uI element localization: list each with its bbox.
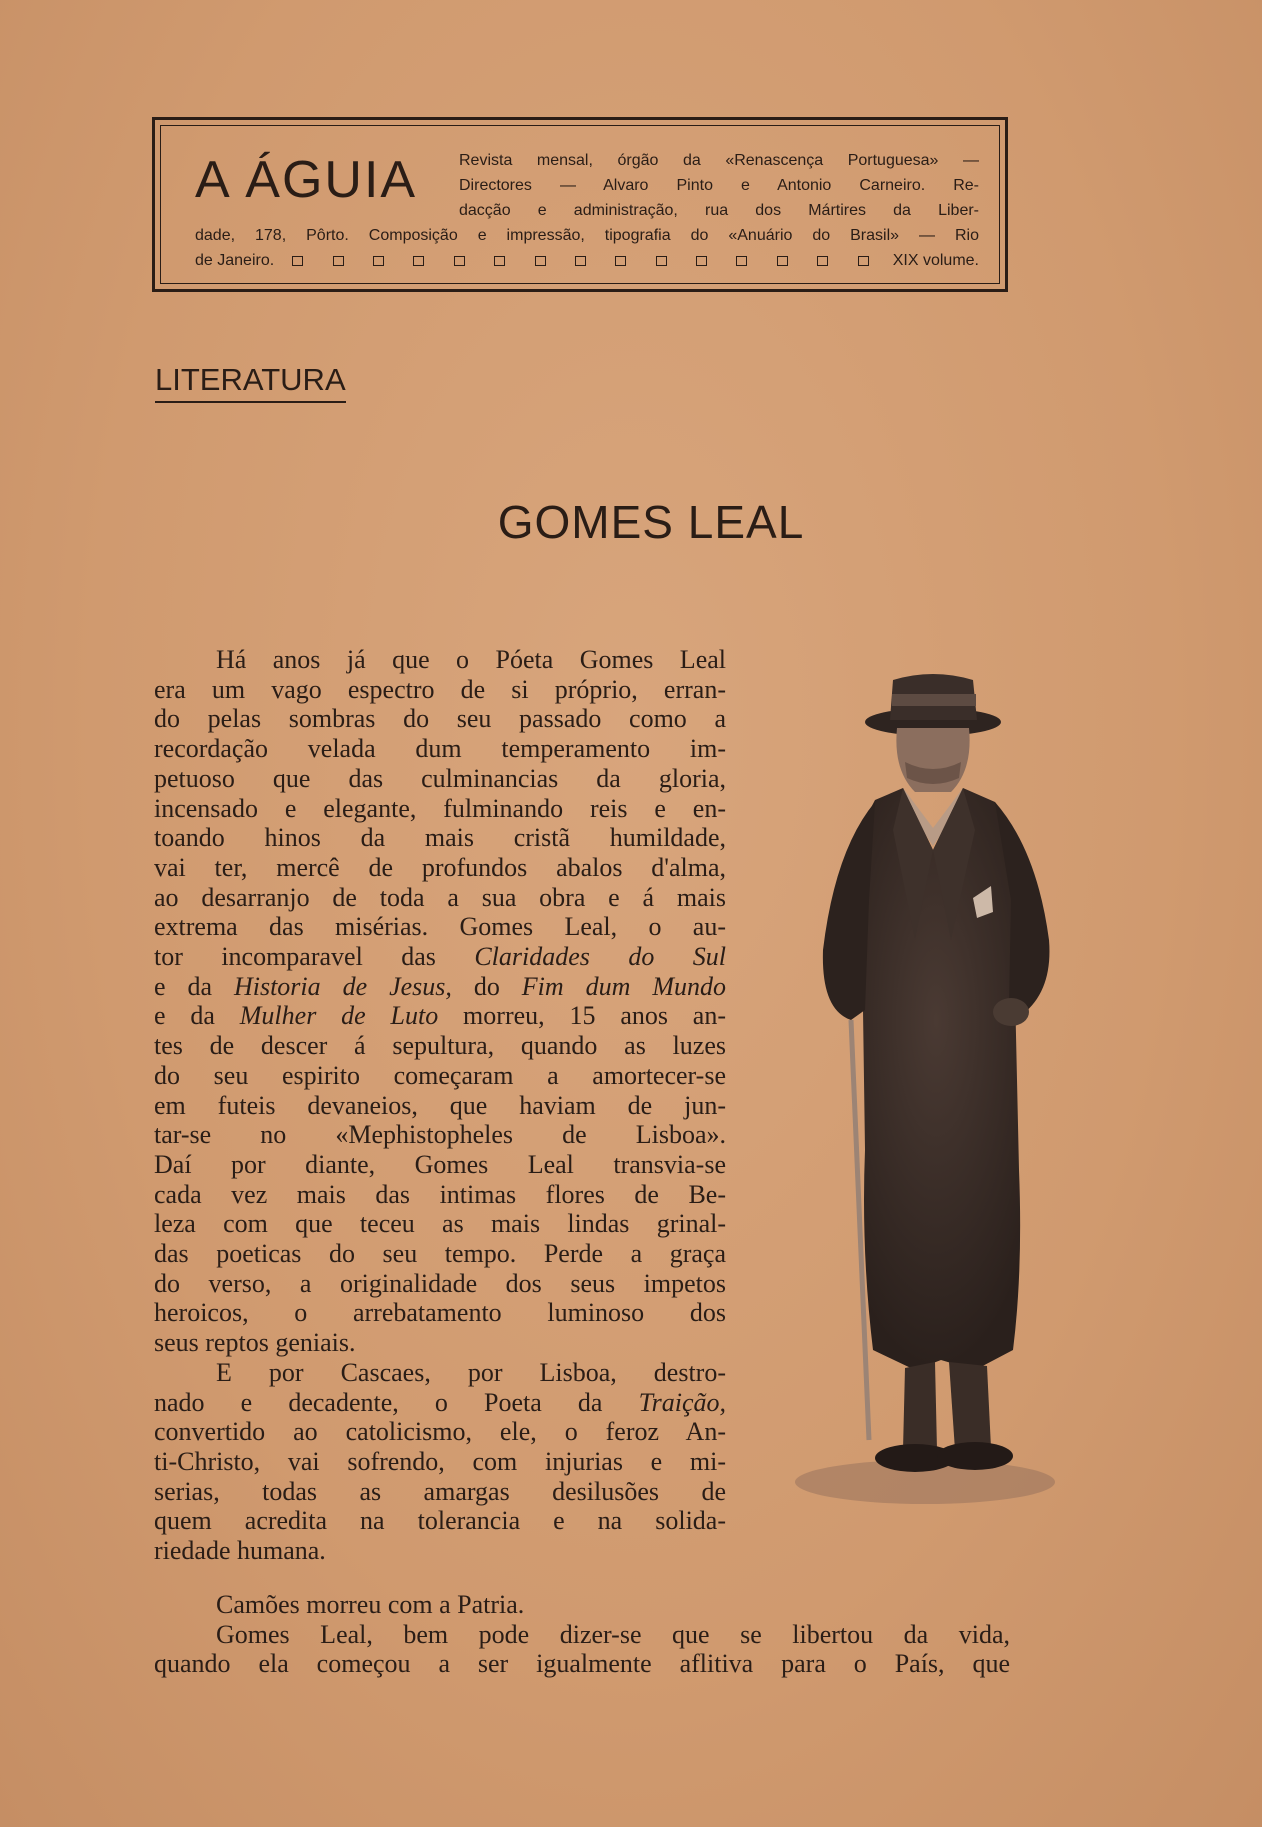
square-ornament-icon (373, 256, 384, 266)
square-ornament-icon (777, 256, 788, 266)
book-title: Traição, (638, 1387, 726, 1417)
text-line: quem acredita na tolerancia e na solida- (154, 1506, 726, 1536)
text-line-mixed (154, 972, 726, 1002)
text-run: nado e decadente, o Poeta da (154, 1387, 639, 1417)
book-title: Mulher de Luto (239, 1001, 439, 1031)
article-title: GOMES LEAL (497, 496, 805, 548)
square-ornament-icon (292, 256, 303, 266)
journal-logo: A ÁGUIA (195, 151, 418, 209)
ornament-squares (292, 256, 869, 266)
masthead-inner-border (160, 125, 1000, 284)
text-run: e da (154, 971, 234, 1001)
square-ornament-icon (656, 256, 667, 266)
square-ornament-icon (736, 256, 747, 266)
text-line: convertido ao catolicismo, ele, o feroz An- (154, 1417, 726, 1447)
square-ornament-icon (535, 256, 546, 266)
text-line: Daí por diante, Gomes Leal transvia-se (154, 1149, 726, 1179)
masthead-line: dade, 178, Pôrto. Composição e impressão, tipografia do «Anuário do Brasil» — Rio (195, 227, 979, 244)
text-line: ao desarranjo de toda a sua obra e á mais (154, 882, 726, 912)
text-line-mixed (154, 942, 726, 972)
text-line: petuoso que das culminancias da gloria, (154, 763, 726, 793)
text-line: extrema das misérias. Gomes Leal, o au- (154, 912, 726, 942)
text-line: do verso, a originalidade dos seus impetos (154, 1268, 726, 1298)
book-title: Fim dum Mundo (521, 971, 726, 1001)
square-ornament-icon (494, 256, 505, 266)
masthead-bottom (195, 223, 979, 273)
text-line: seus reptos geniais. (154, 1328, 356, 1358)
text-run: morreu, 15 anos an- (438, 1001, 727, 1031)
text-line: ti-Christo, vai sofrendo, com injurias e mi- (154, 1446, 726, 1476)
square-ornament-icon (575, 256, 586, 266)
masthead-box (152, 117, 1008, 292)
text-line: riedade humana. (154, 1536, 326, 1566)
section-heading: LITERATURA (155, 362, 346, 403)
square-ornament-icon (454, 256, 465, 266)
masthead-description (459, 148, 979, 223)
masthead-last-line (195, 248, 979, 273)
text-line: recordação velada dum temperamento im- (154, 734, 726, 764)
book-title: Claridades do Sul (474, 942, 727, 972)
text-line: do pelas sombras do seu passado como a (154, 704, 726, 734)
text-line: do seu espirito começaram a amortecer-se (154, 1060, 726, 1090)
text-line-mixed (154, 1388, 726, 1418)
square-ornament-icon (333, 256, 344, 266)
text-run: tor incomparavel das (154, 942, 475, 972)
text-line-mixed (154, 1001, 726, 1031)
text-line: serias, todas as amargas desilusões de (154, 1476, 726, 1506)
text-line: Há anos já que o Póeta Gomes Leal (216, 645, 726, 674)
text-line: incensado e elegante, fulminando reis e en- (154, 793, 726, 823)
masthead-line: Revista mensal, órgão da «Renascença Portuguesa» — (459, 152, 979, 169)
square-ornament-icon (615, 256, 626, 266)
text-line: em futeis devaneios, que haviam de jun- (154, 1090, 726, 1120)
text-line: Gomes Leal, bem pode dizer-se que se libertou da vida, (216, 1619, 1010, 1649)
masthead-line: Directores — Alvaro Pinto e Antonio Carneiro. Re- (459, 177, 979, 194)
square-ornament-icon (696, 256, 707, 266)
square-ornament-icon (817, 256, 828, 266)
portrait-photo (765, 650, 1065, 1530)
text-line: E por Cascaes, por Lisboa, destro- (216, 1357, 726, 1387)
text-line: cada vez mais das intimas flores de Be- (154, 1179, 726, 1209)
text-run: do (451, 971, 522, 1001)
text-line: heroicos, o arrebatamento luminoso dos (154, 1298, 726, 1328)
article-full-width (154, 1590, 1010, 1679)
text-line: tes de descer á sepultura, quando as luzes (154, 1031, 726, 1061)
masthead-line-start: de Janeiro. (195, 252, 275, 269)
square-ornament-icon (858, 256, 869, 266)
text-line: Camões morreu com a Patria. (216, 1590, 525, 1619)
article-column (154, 645, 726, 1566)
text-line: leza com que teceu as mais lindas grinal- (154, 1209, 726, 1239)
text-run: e da (154, 1001, 240, 1031)
text-line: tar-se no «Mephistopheles de Lisboa». (154, 1120, 726, 1150)
masthead-line: dacção e administração, rua dos Mártires da Liber- (459, 202, 979, 219)
square-ornament-icon (413, 256, 424, 266)
text-line: toando hinos da mais cristã humildade, (154, 823, 726, 853)
masthead-line-end: XIX volume. (892, 252, 979, 269)
text-line: era um vago espectro de si próprio, erran- (154, 674, 726, 704)
text-line: quando ela começou a ser igualmente aflitiva para o País, que (154, 1649, 1010, 1679)
text-line: das poeticas do seu tempo. Perde a graça (154, 1239, 726, 1269)
text-line: vai ter, mercê de profundos abalos d'alma, (154, 852, 726, 882)
book-title: Historia de Jesus, (233, 971, 452, 1001)
